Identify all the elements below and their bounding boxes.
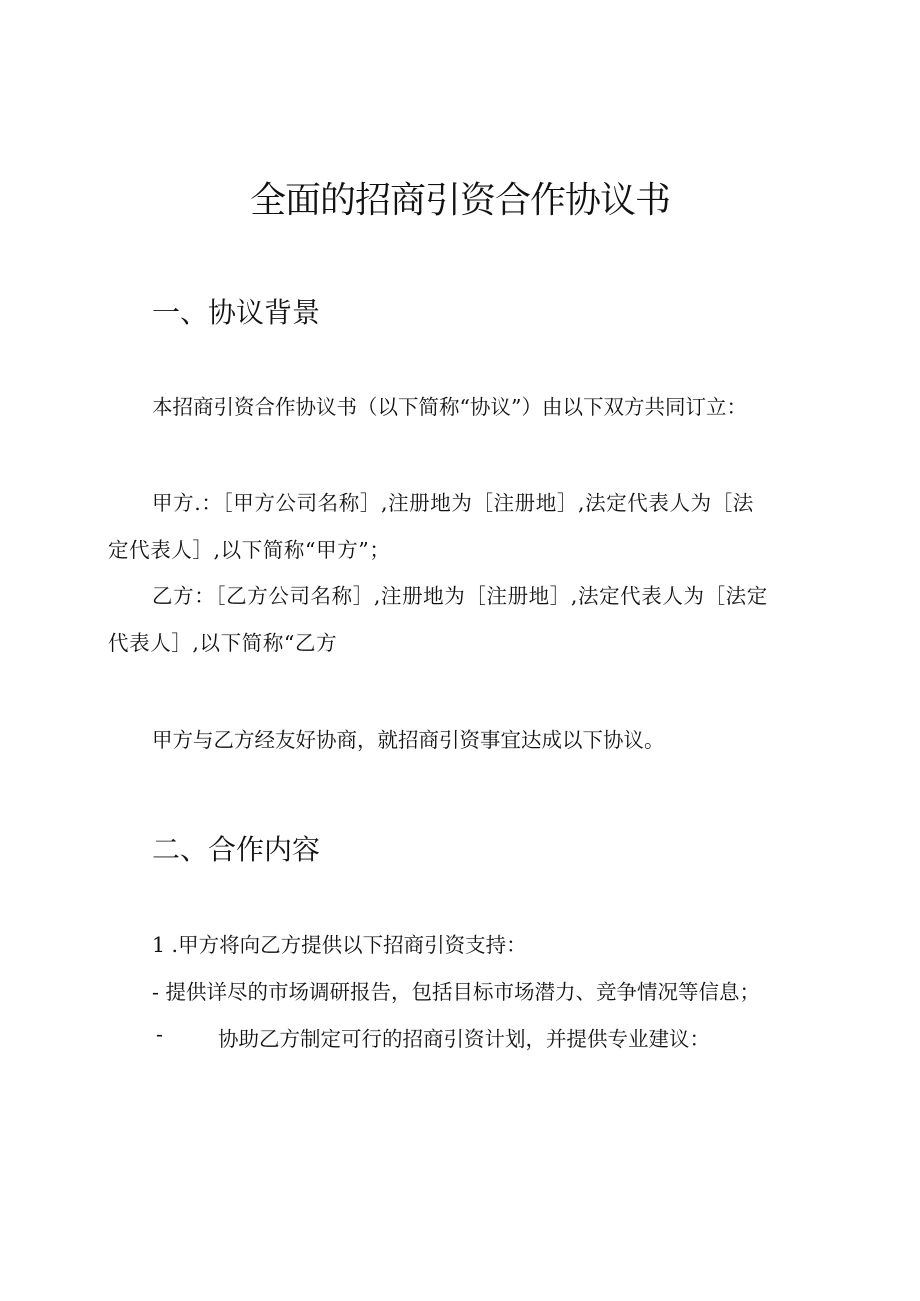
agreement-paragraph: 甲方与乙方经友好协商，就招商引资事宜达成以下协议。 (152, 728, 665, 752)
section-heading-cooperation: 二、合作内容 (152, 833, 321, 866)
bullet-plan-assistance: 协助乙方制定可行的招商引资计划，并提供专业建议： (218, 1027, 710, 1051)
party-b-line-2: 代表人］,以下简称“乙方 (108, 631, 338, 655)
bullet-market-research: - 提供详尽的市场调研报告，包括目标市场潜力、竞争情况等信息； (152, 980, 760, 1004)
section-heading-background: 一、协议背景 (152, 296, 321, 329)
party-a-line-2: 定代表人］,以下简称“甲方”； (108, 538, 391, 562)
intro-paragraph: 本招商引资合作协议书（以下简称“协议”）由以下双方共同订立： (152, 395, 747, 419)
party-a-line-1: 甲方.：［甲方公司名称］,注册地为［注册地］,法定代表人为［法 (152, 491, 754, 515)
document-title: 全面的招商引资合作协议书 (249, 180, 670, 221)
party-b-line-1: 乙方：［乙方公司名称］,注册地为［注册地］,法定代表人为［法定 (152, 584, 768, 608)
item-1-paragraph: 1 .甲方将向乙方提供以下招商引资支持： (152, 933, 527, 957)
bullet-dash: - (156, 1022, 163, 1046)
